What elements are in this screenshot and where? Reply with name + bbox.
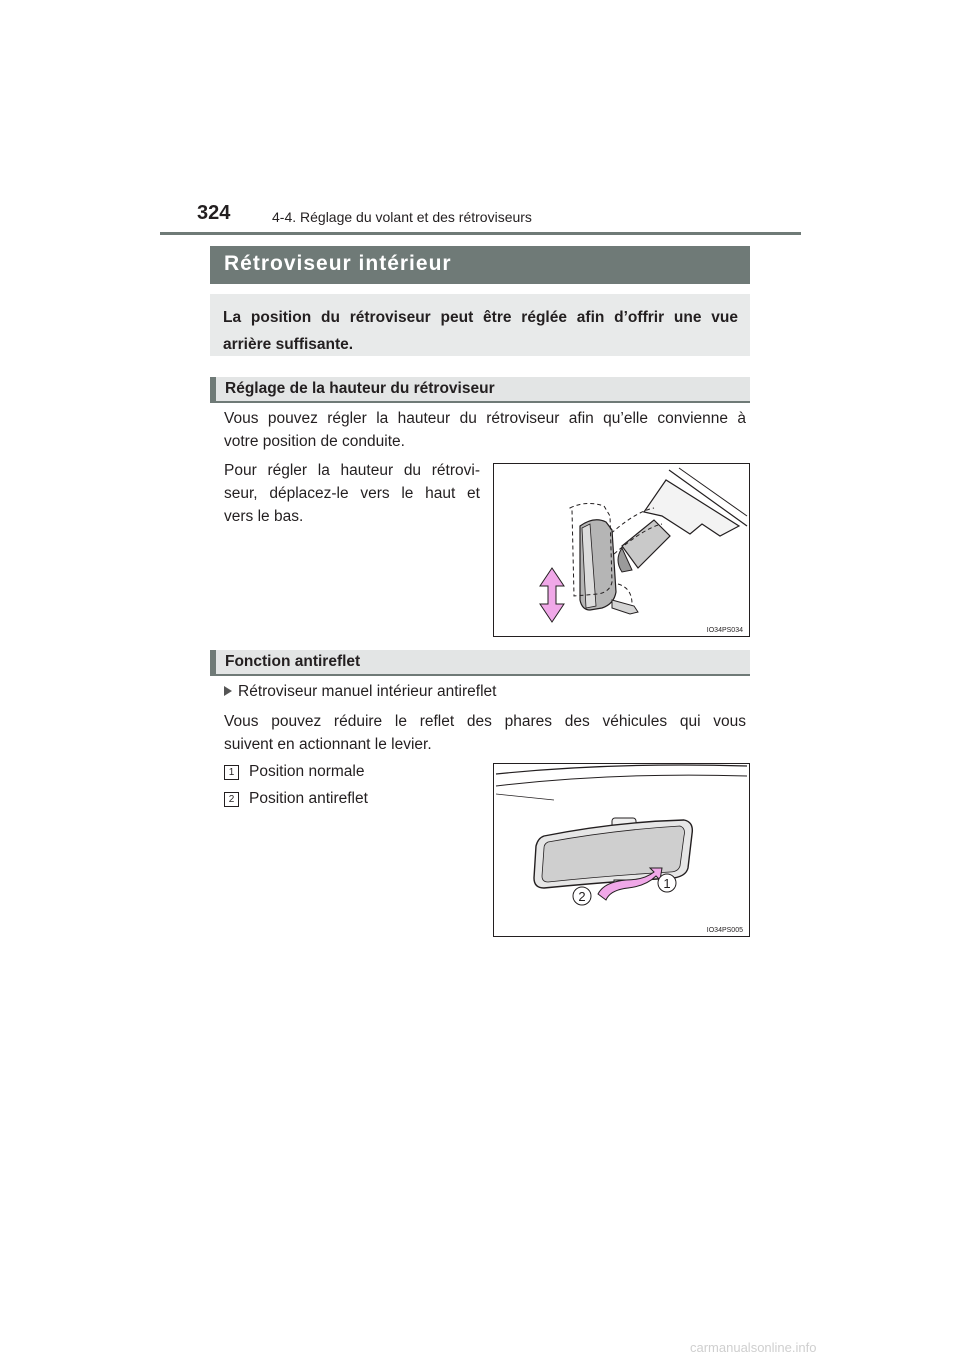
height-paragraph <box>224 407 746 453</box>
section-heading-antiglare: Fonction antireflet <box>210 650 750 676</box>
footer-watermark: carmanualsonline.info <box>690 1340 817 1355</box>
mirror-height-illustration <box>494 464 749 636</box>
position-label-1: Position normale <box>249 763 365 780</box>
figure-code: IO34PS005 <box>706 927 743 934</box>
callout-1: 1 <box>663 876 671 891</box>
triangle-bullet-icon <box>224 686 232 696</box>
intro-box <box>210 294 750 356</box>
bullet-manual-mirror <box>224 683 496 701</box>
intro-line-2: arrière suffisante. <box>223 336 354 353</box>
antiglare-paragraph <box>224 710 746 756</box>
num-box-1: 1 <box>224 765 239 780</box>
height-instr-line-2: seur, déplacez-le vers le haut et <box>224 485 480 502</box>
height-para-line-2: votre position de conduite. <box>224 433 405 450</box>
header-rule <box>160 232 801 235</box>
bullet-text: Rétroviseur manuel intérieur antireflet <box>238 683 497 700</box>
callout-2: 2 <box>578 889 586 904</box>
section-heading-height: Réglage de la hauteur du rétroviseur <box>210 377 750 403</box>
position-list-item-1 <box>224 760 364 783</box>
height-instruction <box>224 459 480 528</box>
double-arrow-icon <box>540 568 564 622</box>
figure-mirror-height <box>493 463 750 637</box>
num-box-2: 2 <box>224 792 239 807</box>
chapter-title: 4-4. Réglage du volant et des rétroviseurs <box>272 209 532 225</box>
antiglare-line-1: Vous pouvez réduire le reflet des phares des véhicules qui vous <box>224 713 746 730</box>
height-instr-line-1: Pour régler la hauteur du rétrovi- <box>224 462 480 479</box>
page-number: 324 <box>197 202 231 224</box>
position-list-item-2 <box>224 787 368 810</box>
position-label-2: Position antireflet <box>249 790 368 807</box>
height-para-line-1: Vous pouvez régler la hauteur du rétroviseur afin qu’elle convienne à <box>224 410 746 427</box>
figure-code: IO34PS034 <box>706 627 743 634</box>
figure-antiglare <box>493 763 750 937</box>
height-instr-line-3: vers le bas. <box>224 508 304 525</box>
intro-line-1: La position du rétroviseur peut être réglée afin d’offrir une vue <box>223 309 738 326</box>
antiglare-illustration <box>494 764 749 936</box>
page-title: Rétroviseur intérieur <box>210 246 750 284</box>
antiglare-line-2: suivent en actionnant le levier. <box>224 736 432 753</box>
